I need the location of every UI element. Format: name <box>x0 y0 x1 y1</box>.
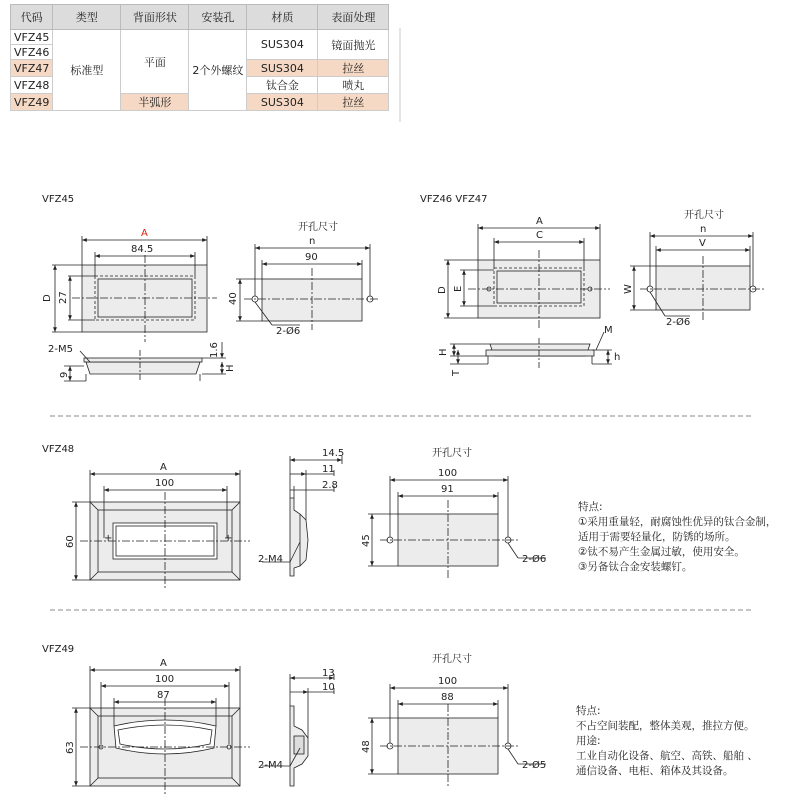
note-line: ①采用重量轻，耐腐蚀性优异的钛合金制， <box>578 516 777 528</box>
dim-1-6: 1.6 <box>209 342 220 358</box>
hole-label: 2-Ø6 <box>666 317 691 328</box>
col-header: 代码 <box>11 5 53 30</box>
dim-13: 13 <box>322 668 335 679</box>
note-heading: 特点: <box>578 501 603 513</box>
dim-e-label: E <box>453 285 464 292</box>
dim-2-8: 2.8 <box>322 480 338 491</box>
dim-11: 11 <box>322 464 335 475</box>
dim-9: 9 <box>59 371 70 378</box>
finish-cell: 拉丝 <box>318 94 389 111</box>
mount-hole-mark: + <box>224 533 233 544</box>
material-cell: 钛合金 <box>247 77 318 94</box>
drawing-title: VFZ48 <box>42 444 75 455</box>
code-cell: VFZ45 <box>11 30 53 45</box>
code-cell: VFZ48 <box>11 77 53 94</box>
back-shape-cell: 半弧形 <box>121 94 189 111</box>
dim-n-label: n <box>309 236 316 247</box>
code-cell: VFZ49 <box>11 94 53 111</box>
dim-45: 45 <box>361 534 372 547</box>
hole-label: 2-Ø5 <box>522 760 547 771</box>
dim-small-h-label: h <box>614 352 621 363</box>
dim-c-label: C <box>536 230 543 241</box>
dim-63: 63 <box>65 741 76 754</box>
cutout-title: 开孔尺寸 <box>684 210 724 221</box>
dim-a-label: A <box>536 216 543 227</box>
dim-100: 100 <box>438 468 458 479</box>
note-line: 不占空间装配，整体美观，推拉方便。 <box>576 720 755 732</box>
dim-14-5: 14.5 <box>322 448 345 459</box>
thread-m4-label: 2-M4 <box>258 554 283 565</box>
note-line: 用途: <box>576 735 601 747</box>
material-cell: SUS304 <box>247 94 318 111</box>
col-header: 背面形状 <box>121 5 189 30</box>
dim-a-label: A <box>160 658 167 669</box>
dim-60: 60 <box>65 535 76 548</box>
dim-40: 40 <box>228 292 239 305</box>
drawing-title: VFZ46 VFZ47 <box>420 194 488 205</box>
dim-87: 87 <box>157 690 170 701</box>
dim-48: 48 <box>361 740 372 753</box>
back-shape-cell: 平面 <box>121 30 189 94</box>
dim-h-label: H <box>225 364 236 372</box>
note-line: ②钛不易产生金属过敏，使用安全。 <box>578 546 745 558</box>
drawing-title: VFZ49 <box>42 644 75 655</box>
dim-d-label: D <box>42 294 53 302</box>
cutout-title: 开孔尺寸 <box>432 448 472 459</box>
finish-cell: 喷丸 <box>318 77 389 94</box>
hole-label: 2-Ø6 <box>276 326 301 337</box>
note-line: ③另备钛合金安装螺钉。 <box>578 561 693 573</box>
dim-a-label: A <box>160 462 167 473</box>
material-cell: SUS304 <box>247 30 318 60</box>
hole-label: 2-Ø6 <box>522 554 547 565</box>
col-header: 类型 <box>53 5 121 30</box>
drawing-vfz45 <box>42 194 380 382</box>
code-cell: VFZ47 <box>11 60 53 77</box>
dim-v-label: V <box>699 238 706 249</box>
dim-t-label: T <box>451 369 462 376</box>
drawing-title: VFZ45 <box>42 194 75 205</box>
note-line: 通信设备、电柜、箱体及其设备。 <box>576 765 734 777</box>
dim-n-label: n <box>700 224 707 235</box>
thread-m4-label: 2-M4 <box>258 760 283 771</box>
dim-10: 10 <box>322 682 335 693</box>
dim-84-5: 84.5 <box>131 244 154 255</box>
dim-w-label: W <box>623 284 634 294</box>
cutout-title: 开孔尺寸 <box>432 654 472 665</box>
dim-a-label: A <box>141 228 148 239</box>
code-cell: VFZ46 <box>11 45 53 60</box>
dim-d-label: D <box>437 286 448 294</box>
material-cell: SUS304 <box>247 60 318 77</box>
note-heading: 特点: <box>576 705 601 717</box>
col-header: 表面处理 <box>318 5 389 30</box>
col-header: 材质 <box>247 5 318 30</box>
drawing-vfz46-47 <box>420 194 764 377</box>
features-note-vfz48 <box>578 500 776 575</box>
thread-m5-label: 2-M5 <box>48 344 73 355</box>
thread-m-label: M <box>604 325 613 336</box>
note-line: 适用于需要轻量化，防锈的场所。 <box>578 531 736 543</box>
dim-h-label: H <box>438 348 449 356</box>
features-note-vfz49 <box>576 704 758 779</box>
dim-100: 100 <box>155 674 175 685</box>
dim-88: 88 <box>441 692 454 703</box>
drawing-vfz49 <box>42 644 546 796</box>
dim-100: 100 <box>438 676 458 687</box>
dim-27: 27 <box>58 291 69 304</box>
mount-hole-mark: + <box>104 533 113 544</box>
dim-100: 100 <box>155 478 175 489</box>
cutout-title: 开孔尺寸 <box>298 222 338 233</box>
type-cell: 标准型 <box>53 30 121 111</box>
col-header: 安装孔 <box>189 5 247 30</box>
note-line: 工业自动化设备、航空、高铁、船舶 、 <box>576 750 758 762</box>
finish-cell: 拉丝 <box>318 60 389 77</box>
dim-91: 91 <box>441 484 454 495</box>
hole-cell: 2个外螺纹 <box>189 30 247 111</box>
finish-cell: 镜面抛光 <box>318 30 389 60</box>
dim-90: 90 <box>305 252 318 263</box>
drawing-vfz48 <box>42 444 546 590</box>
